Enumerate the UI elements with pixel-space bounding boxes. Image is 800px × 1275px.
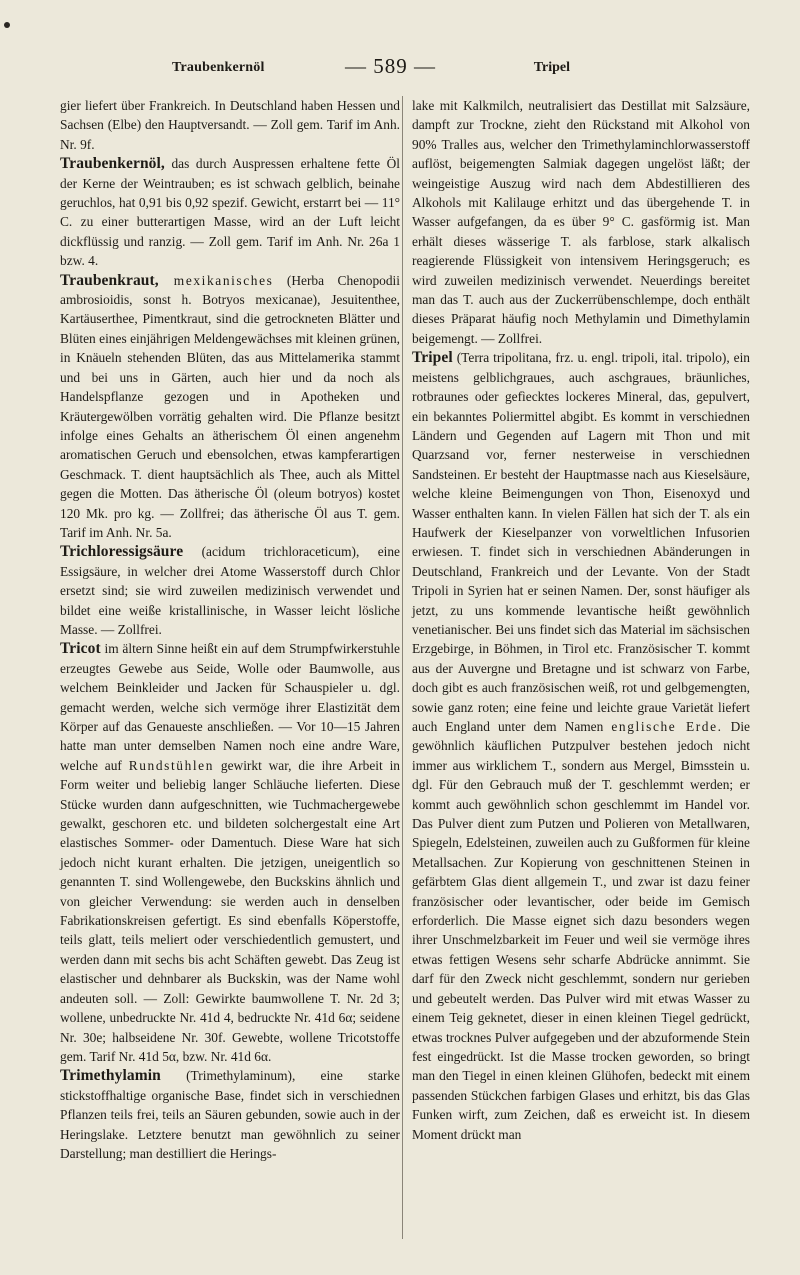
entry-headword: Trichloressigsäure <box>60 543 184 561</box>
entry-text: (Trimethylaminum), eine starke stickstoffhaltige organische Base, findet sich in verschiednen Pflanzen teils frei, teils an Säuren gebunden, sowie auch in der Heringslake. Letztere benutzt man gewöhnlich zu seiner Darstellung; man destilliert die Herings- <box>60 1068 400 1161</box>
column-divider <box>402 96 403 1239</box>
entry-trimethylamin <box>60 1066 400 1163</box>
entry-headword: Traubenkraut, <box>60 271 159 289</box>
entry-text: gewirkt war, die ihre Arbeit in Form weiter und beliebig langer Schläuche lieferten. Diese Stücke wurden dann aufgeschnitten, wie Tuchmachergewebe gewalkt, geschoren etc. und bildeten solchergestalt eine Art elastisches Sommer- oder Damentuch. Diese Ware hat sich jedoch nicht kurant erhalten. Die jetzigen, uneigentlich so genannten T. sind Wollengewebe, den Buckskins ähnlich und von gleicher Verwendung: sie werden auch in denselben Fabrikationskreisen gefertigt. Es sind ebenfalls Köperstoffe, teils glatt, teils meliert oder verschiedentlich gemustert, und werden dann mit sechs bis acht Schäften gewebt. Das Zeug ist elastischer und dehnbarer als Buckskin, was der Name wohl andeuten soll. — Zoll: Gewirkte baumwollene T. Nr. 2d 3; wollene, unbedruckte Nr. 41d 4, bedruckte Nr. 41d 6α; seidene Nr. 30e; halbseidene Nr. 30f. Gewebte, wollene Tricotstoffe gem. Tarif Nr. 41d 5α, bzw. Nr. 41d 6α. <box>60 757 400 1064</box>
entry-text: im ältern Sinne heißt ein auf dem Strumpfwirkerstuhle erzeugtes Gewebe aus Seide, Wolle oder Baumwolle, aus welchem Beinkleider und Jacken für Schauspieler u. dgl. gemacht werden, welche sich vermöge ihrer Elastizität dem Körper auf das Genaueste anschließen. — Vor 10—15 Jahren hatte man unter demselben Namen noch eine andre Ware, welche auf <box>60 641 400 773</box>
entry-headword: Tripel <box>412 349 453 367</box>
header-right-keyword: Tripel <box>533 60 570 75</box>
entry-traubenkraut <box>60 271 400 543</box>
right-column <box>412 96 750 1144</box>
entry-text: (Herba Chenopodii ambrosioidis, sonst h. Botryos mexicanae), Jesuitenthee, Kartäuserthee, Pimentkraut, sind die getrockneten Blätter und Blüten eines einjährigen Meldengewächses mit kleinen grünen, in Knäueln stehenden Blüten, das aus Mittelamerika stammt und bei uns in Gärten, auch hier und da noch als Handelspflanze gezogen und in Apotheken und Kräutergewölben vorrätig gehalten wird. Die Pflanze besitzt infolge eines Gehalts an ätherischem Öl einen angenehm aromatischen Geruch und ebensolchen, etwas kampferartigen Geschmack. T. dient hauptsächlich als Thee, auch als Mittel gegen die Motten. Das ätherische Öl (oleum botryos) kostet 120 Mk. pro kg. — Zollfrei; das ätherische Öl aus T. gem. Tarif im Anh. Nr. 5a. <box>60 272 400 540</box>
entry-spaced-term: englische Erde. <box>611 719 723 734</box>
header-left-keyword: Traubenkernöl <box>172 60 265 75</box>
entry-trichloressigsaeure <box>60 542 400 639</box>
entry-tricot <box>60 639 400 1066</box>
continuation-paragraph: lake mit Kalkmilch, neutralisiert das Destillat mit Salzsäure, dampft zur Trockne, zieht den Rückstand mit Alkohol von 90% Tralles aus, welcher den Trimethylaminchlorwasserstoff auflöst, beigemengten Salmiak dagegen ungelöst läßt; der weingeistige Auszug wird nach dem Abdestillieren des Alkohols mit Kalilauge erhitzt und das übergehende T. in Wasser aufgefangen, da es über 9° C. gasförmig ist. Man erhält dieses wässerige T. als farblose, stark alkalisch reagierende Flüssigkeit von intensivem Heringsgeruch; es wird zuweilen medizinisch verwendet. Neuerdings bereitet man das T. auch aus der Zuckerrübenschlempe, doch enthält dieses Präparat häufig noch Methylamin und Dimethylamin beigemengt. — Zollfrei. <box>412 98 750 346</box>
entry-headword: Tricot <box>60 640 101 658</box>
entry-spaced-term: mexikanisches <box>158 272 274 288</box>
continuation-paragraph: gier liefert über Frankreich. In Deutschland haben Hessen und Sachsen (Elbe) den Hauptversandt. — Zoll gem. Tarif im Anh. Nr. 9f. <box>60 98 400 152</box>
entry-traubenkernoel <box>60 154 400 270</box>
entry-text: Die gewöhnlich käuflichen Putzpulver bestehen jedoch nicht immer aus wirklichem T., sondern aus Mergel, Bimsstein u. dgl. Für den Gebrauch muß der T. geschlemmt werden; er kommt auch gewöhnlich schon geschlemmt im Handel vor. Das Pulver dient zum Putzen und Polieren von Metallwaren, Spiegeln, Edelsteinen, zuweilen auch zu Gußformen für kleine Metallsachen. Zur Kopierung von geschnittenen Steinen in gefärbtem Glas dient allgemein T., und zwar ist dazu feiner französischer oder levantischer, oder beide im Gemisch erforderlich. Die Masse eignet sich dazu besonders wegen ihrer Unschmelzbarkeit im Feuer und weil sie vermöge ihres etwas fettigen Wesens sehr scharfe Abdrücke annimmt. Sie darf für den Zweck nicht geschlemmt, sondern nur gerieben und gebeutelt werden. Das Pulver wird mit etwas Wasser zu einem Teig geknetet, dieser in einen kleinen Tiegel gedrückt, etwas trocknes Pulver aufgegeben und der abzuformende Stein fest eingedrückt. Ist die Masse trocken geworden, so bringt man den Tiegel in einen kleinen Glühofen, bedeckt mit einem passenden Stückchen farbigen Glases und erhitzt, bis das Glas Funken wirft, zum Zeichen, daß es erweicht ist. In diesem Moment drückt man <box>412 719 750 1142</box>
entry-text: das durch Auspressen erhaltene fette Öl der Kerne der Weintrauben; es ist schwach gelblich, beinahe geruchlos, hat 0,91 bis 0,92 spezif. Gewicht, erstarrt bei — 11° C. zu einer butterartigen Masse, wird an der Luft leicht dickflüssig und ranzig. — Zoll gem. Tarif im Anh. Nr. 26a 1 bzw. 4. <box>60 156 400 269</box>
entry-headword: Traubenkernöl, <box>60 155 165 173</box>
ink-spot <box>4 22 10 28</box>
entry-text: (Terra tripolitana, frz. u. engl. tripoli, ital. tripolo), ein meistens gelblichgraues, auch aschgraues, bräunliches, rotbraunes oder gefìecktes lockeres Mineral, das, gepulvert, ein bekanntes Poliermittel abgibt. Es kommt in verschiednen Ländern und Gegenden auf Lagern mit Thon und mit Quarzsand vor, ferner nesterweise in verschiednen Sandsteinen. Er besteht der Hauptmasse nach aus Kieselsäure, welche kleine Beimengungen von Thon, Eisenoxyd und Wasser enthalten kann. In vielen Fällen hat sich der T. als ein Haufwerk der Kieselpanzer von vorweltlichen Infusorien erwiesen. T. findet sich in verschiednen Abänderungen in Deutschland, Frankreich und der Levante. Von der Stadt Tripoli in Syrien hat er seinen Namen. Der, sonst häufiger als jetzt, zu uns kommende levantische heißt gewöhnlich venetianischer. Bei uns findet sich das Material im sächsischen Erzgebirge, in Böhmen, in Tirol etc. Französischer T. kommt aus der Auvergne und Bretagne und ist schwarz von Farbe, doch gibt es auch französischen weiß, rot und gelbgemengten, sowie ganz roten; eine feine und leichte graue Varietät liefert auch England unter dem Namen <box>412 350 750 734</box>
entry-spaced-term: Rundstühlen <box>128 757 215 773</box>
left-column <box>60 96 400 1163</box>
page-number: — 589 — <box>345 54 436 78</box>
entry-text: (acidum trichloraceticum), eine Essigsäure, in welcher drei Atome Wasserstoff durch Chlor ersetzt sind; sie wird zuweilen medizinisch verwendet und bildet eine weiße kristallinische, in Wasser leicht lösliche Masse. — Zollfrei. <box>60 544 400 637</box>
entry-headword: Trimethylamin <box>60 1067 161 1085</box>
entry-tripel <box>412 348 750 1144</box>
running-head <box>60 56 750 82</box>
